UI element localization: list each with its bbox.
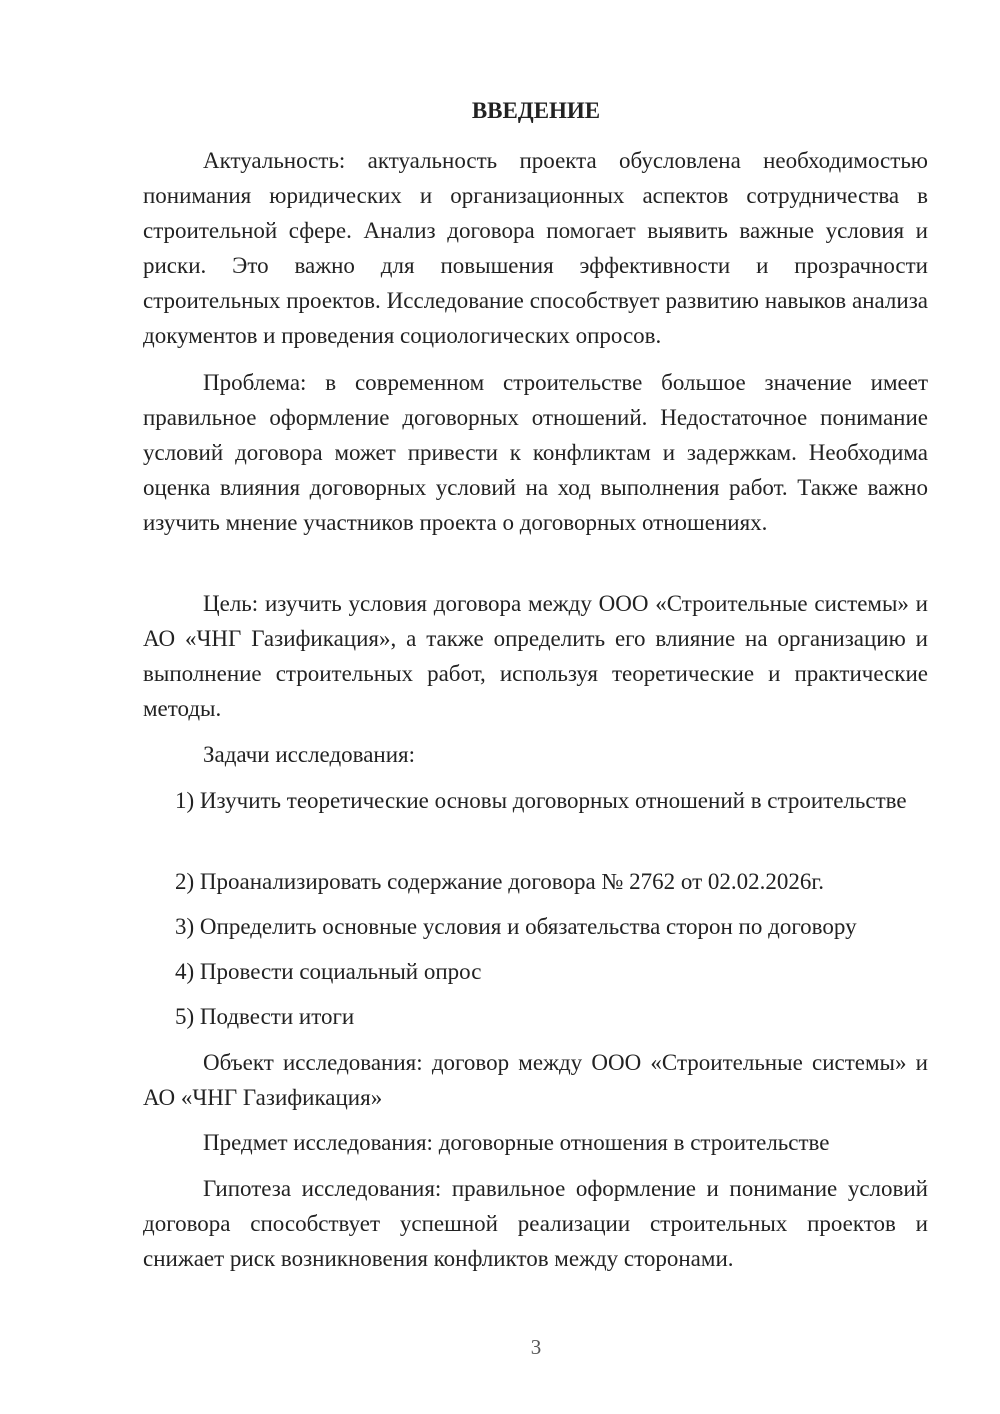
tasks-heading: Задачи исследования: — [203, 742, 416, 767]
object-paragraph: Объект исследования: договор между ООО «Строительные системы» и АО «ЧНГ Газификация» — [143, 1050, 928, 1110]
task-item: 2) Проанализировать содержание договора № 2762 от 02.02.2026г. — [175, 869, 824, 894]
goal-paragraph: Цель: изучить условия договора между ООО «Строительные системы» и АО «ЧНГ Газификация», а также определить его влияние на организацию и выполнение строительных работ, используя теоретические и практические методы. — [143, 591, 928, 721]
subject-paragraph: Предмет исследования: договорные отношения в строительстве — [203, 1130, 830, 1155]
task-item: 4) Провести социальный опрос — [175, 959, 482, 984]
hypothesis-paragraph: Гипотеза исследования: правильное оформление и понимание условий договора способствует успешной реализации строительных проектов и снижает риск возникновения конфликтов между сторонами. — [143, 1176, 928, 1271]
task-item: 1) Изучить теоретические основы договорных отношений в строительстве — [175, 788, 907, 813]
page-number: 3 — [530, 1335, 542, 1359]
page-title: ВВЕДЕНИЕ — [471, 98, 601, 123]
problem-paragraph: Проблема: в современном строительстве большое значение имеет правильное оформление договорных отношений. Недостаточное понимание условий договора может привести к конфликтам и задержкам. Необходима оценка влияния договорных условий на ход выполнения работ. Также важно изучить мнение участников проекта о договорных отношениях. — [143, 370, 928, 535]
task-item: 5) Подвести итоги — [175, 1004, 355, 1029]
task-item: 3) Определить основные условия и обязательства сторон по договору — [175, 914, 857, 939]
relevance-paragraph: Актуальность: актуальность проекта обусловлена необходимостью понимания юридических и организационных аспектов сотрудничества в строительной сфере. Анализ договора помогает выявить важные условия и риски. Это важно для повышения эффективности и прозрачности строительных проектов. Исследование способствует развитию навыков анализа документов и проведения социологических опросов. — [143, 148, 928, 348]
